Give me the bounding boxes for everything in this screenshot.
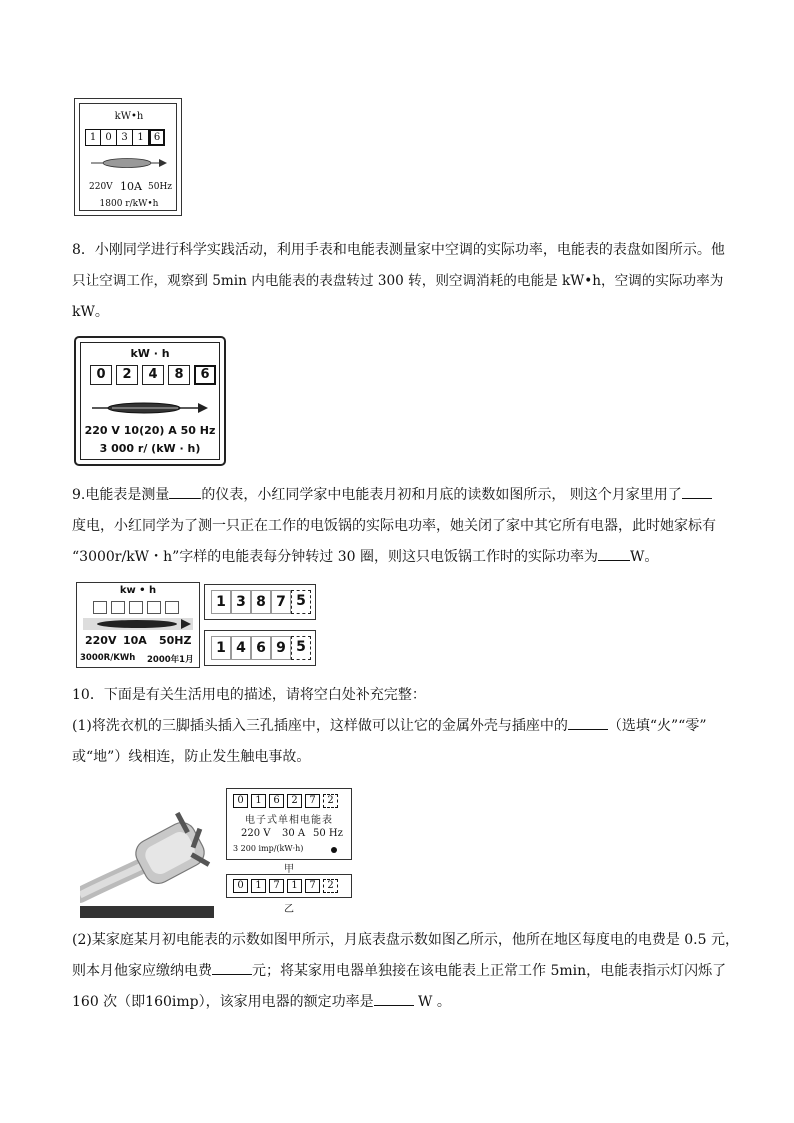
meter-name: 电子式单相电能表 (245, 815, 333, 826)
meter-digit: 0 (90, 365, 112, 385)
reading-digit-decimal: 5 (291, 590, 311, 614)
q10-part1-c: 或“地”）线相连，防止发生触电事故。 (72, 749, 311, 765)
reading-digit: 4 (231, 636, 251, 660)
q10-part2-b: 则本月他家应缴纳电费 (72, 963, 212, 979)
reading-digit: 7 (271, 590, 291, 614)
indicator-light-icon (331, 847, 337, 853)
meter-spec-frequency: 50 Hz (313, 828, 343, 839)
meter-yi (226, 874, 352, 898)
reading-start (204, 584, 316, 620)
meter-digit: 6 (269, 794, 284, 808)
meter-jia (226, 788, 352, 860)
meter-digit-decimal: 2 (323, 794, 338, 808)
reading-digit: 9 (271, 636, 291, 660)
meter-digit: 1 (251, 879, 266, 893)
meter-digit-decimal: 6 (149, 129, 165, 146)
meter-spec-voltage: 220V (89, 182, 113, 192)
meter-digit: 0 (233, 794, 248, 808)
meter-spec-frequency: 50HZ (159, 634, 192, 647)
meter-figure-1 (74, 98, 182, 216)
three-pin-plug-image (80, 800, 214, 918)
q8-line-3: kW。 (72, 304, 109, 320)
meter-rotor-icon (91, 156, 169, 170)
answer-blank[interactable] (374, 991, 414, 1006)
meter-digit: 7 (305, 879, 320, 893)
question-9 (72, 480, 732, 573)
meter-unit: kw • h (119, 585, 157, 596)
q10-part1-b: （选填“火”“零” (607, 718, 707, 734)
reading-digit-decimal: 5 (291, 636, 311, 660)
q10-part2-d: 160 次（即160imp），该家用电器的额定功率是 (72, 994, 374, 1010)
q10-part2-a: (2)某家庭某月初电能表的示数如图甲所示，月底表盘示数如图乙所示，他所在地区每度电的电费是 0.5 元， (72, 932, 739, 948)
question-10-part-2 (72, 925, 739, 1018)
reading-digit: 1 (211, 590, 231, 614)
reading-end (204, 630, 316, 666)
meter-digit: 2 (287, 794, 302, 808)
meter-digit: 1 (85, 129, 101, 146)
meter-digit: 1 (251, 794, 266, 808)
q9-text-3b: W。 (629, 549, 659, 565)
meter-digit: 1 (287, 879, 302, 893)
q9-text-3a: “3000r/kW・h”字样的电能表每分钟转过 30 圈，则这只电饭锅工作时的实际功率为 (72, 549, 598, 565)
answer-blank[interactable] (568, 715, 608, 730)
q10-part2-c: 元；将某家用电器单独接在该电能表上正常工作 5min，电能表指示灯闪烁了 (252, 963, 727, 979)
meter-digit-decimal: 2 (323, 879, 338, 893)
meter-figure-4 (226, 788, 354, 924)
meter-digit: 2 (116, 365, 138, 385)
meter-digits (90, 365, 216, 385)
meter-spec-current: 30 A (282, 828, 306, 839)
meter-yi-label: 乙 (284, 904, 294, 915)
meter-empty-digits (93, 601, 179, 614)
meter-spec-voltage: 220V (85, 634, 117, 647)
reading-digit: 8 (251, 590, 271, 614)
meter-unit: kW · h (130, 347, 170, 360)
meter-spec: 220 V 10(20) A 50 Hz (84, 424, 216, 437)
meter-constant: 3 200 imp/(kW·h) (233, 844, 304, 853)
meter-digit: 7 (269, 879, 284, 893)
meter-unit: kW•h (114, 111, 144, 122)
meter-jia-label: 甲 (284, 864, 294, 875)
meter-spec-current: 10A (123, 634, 147, 647)
meter-digit: 7 (305, 794, 320, 808)
reading-digit: 6 (251, 636, 271, 660)
meter-digit: 0 (101, 129, 117, 146)
q10-part1-a: (1)将洗衣机的三脚插头插入三孔插座中，这样做可以让它的金属外壳与插座中的 (72, 718, 568, 734)
meter-constant: 3 000 r/ (kW · h) (99, 442, 201, 455)
meter-spec-current: 10A (120, 180, 142, 193)
answer-blank[interactable] (598, 546, 630, 561)
meter-spec-frequency: 50Hz (148, 182, 173, 192)
reading-digit: 1 (211, 636, 231, 660)
meter-digit: 8 (168, 365, 190, 385)
reading-digit: 3 (231, 590, 251, 614)
meter-spec-voltage: 220 V (241, 828, 271, 839)
q9-text-2: 度电，小红同学为了测一只正在工作的电饭锅的实际电功率，她关闭了家中其它所有电器，此时她家标有 (72, 518, 716, 534)
meter-date: 2000年1月 (147, 655, 194, 665)
meter-constant: 1800 r/kW•h (99, 199, 159, 209)
meter-rotor-icon (92, 400, 210, 416)
meter-rotor-icon (83, 617, 195, 631)
q8-line-2: 只让空调工作，观察到 5min 内电能表的表盘转过 300 转，则空调消耗的电能是 kW•h，空调的实际功率为 (72, 273, 724, 289)
meter-digit: 3 (117, 129, 133, 146)
answer-blank[interactable] (212, 960, 252, 975)
meter-constant: 3000R/KWh (80, 653, 136, 663)
q9-text-1a: 9.电能表是测量 (72, 487, 170, 503)
meter-digit-decimal: 6 (194, 365, 216, 385)
q9-text-1b: 的仪表，小红同学家中电能表月初和月底的读数如图所示， 则这个月家里用了 (201, 487, 682, 503)
answer-blank[interactable] (682, 484, 712, 499)
meter-digit: 0 (233, 879, 248, 893)
meter-digit: 4 (142, 365, 164, 385)
answer-blank[interactable] (169, 484, 201, 499)
meter-figure-3 (76, 582, 200, 668)
question-8 (72, 235, 732, 328)
meter-digits (85, 129, 165, 146)
q8-line-1: 8．小刚同学进行科学实践活动，利用手表和电能表测量家中空调的实际功率，电能表的表盘如图所示。他 (72, 242, 725, 258)
question-10 (72, 680, 732, 773)
meter-digit: 1 (133, 129, 149, 146)
q10-part2-e: W 。 (413, 994, 451, 1010)
meter-figure-2 (74, 336, 226, 466)
q10-intro: 10．下面是有关生活用电的描述，请将空白处补充完整： (72, 687, 426, 703)
